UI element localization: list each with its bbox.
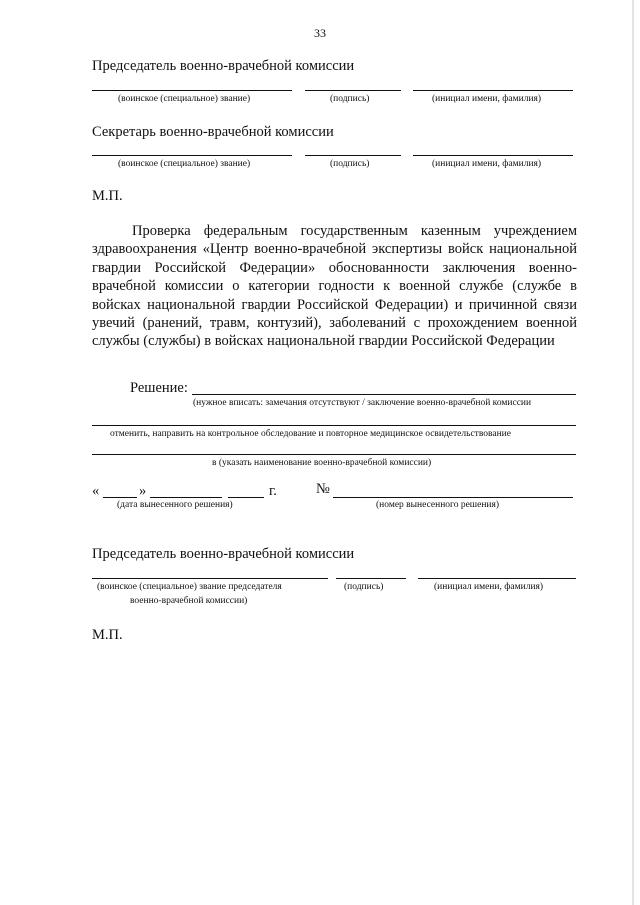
decision-number-line[interactable] [333, 497, 573, 498]
date-caption: (дата вынесенного решения) [117, 500, 233, 510]
number-caption: (номер вынесенного решения) [376, 500, 500, 510]
seal-mark-final: М.П. [92, 627, 123, 643]
decision-line-3[interactable] [92, 454, 576, 455]
chairman-signature-line[interactable] [305, 90, 401, 91]
chairman-name-line[interactable] [413, 90, 573, 91]
scan-edge [632, 0, 634, 905]
chairman-title: Председатель военно-врачебной комиссии [92, 58, 355, 74]
page-number: 33 [314, 26, 326, 40]
date-year-suffix: г. [269, 483, 277, 499]
date-month-line[interactable] [150, 497, 222, 498]
chairman-name-caption: (инициал имени, фамилия) [432, 94, 542, 104]
verification-paragraph: Проверка федеральным государственным казенным учреждением здравоохранения «Центр военно-врачебной экспертизы войск национальной гвардии Российской Федерации» обоснованности заключения военно-врачебной комиссии о категории годности к военной службе (службе в войсках национальной гвардии Российской Федерации) и причинной связи увечий (ранений, травм, контузий), заболеваний с прохождением военной службы (службы) в войсках национальной гвардии Российской Федерации [92, 223, 577, 350]
secretary-title: Секретарь военно-врачебной комиссии [92, 124, 334, 140]
decision-line-1[interactable] [192, 394, 576, 395]
final-chairman-name-caption: (инициал имени, фамилия) [434, 582, 544, 592]
date-year-line[interactable] [228, 497, 264, 498]
final-chairman-rank-caption-2: военно-врачебной комиссии) [130, 596, 248, 606]
number-sign: № [316, 481, 330, 497]
decision-label: Решение: [130, 380, 188, 396]
final-chairman-rank-line[interactable] [92, 578, 328, 579]
secretary-signature-line[interactable] [305, 155, 401, 156]
secretary-rank-caption: (воинское (специальное) звание) [118, 159, 251, 169]
decision-line-2[interactable] [92, 425, 576, 426]
secretary-name-line[interactable] [413, 155, 573, 156]
decision-hint-2: отменить, направить на контрольное обследование и повторное медицинское освидетельствование [110, 429, 511, 439]
secretary-rank-line[interactable] [92, 155, 292, 156]
final-chairman-signature-line[interactable] [336, 578, 406, 579]
chairman-rank-line[interactable] [92, 90, 292, 91]
secretary-signature-caption: (подпись) [330, 159, 370, 169]
final-chairman-title: Председатель военно-врачебной комиссии [92, 546, 355, 562]
final-chairman-signature-caption: (подпись) [344, 582, 384, 592]
secretary-name-caption: (инициал имени, фамилия) [432, 159, 542, 169]
final-chairman-rank-caption-1: (воинское (специальное) звание председателя [97, 582, 282, 592]
seal-mark: М.П. [92, 188, 123, 204]
chairman-rank-caption: (воинское (специальное) звание) [118, 94, 251, 104]
date-quote-open: « [92, 483, 100, 499]
decision-hint-1: (нужное вписать: замечания отсутствуют / заключение военно-врачебной комиссии [193, 398, 532, 408]
decision-hint-3: в (указать наименование военно-врачебной комиссии) [212, 458, 432, 468]
chairman-signature-caption: (подпись) [330, 94, 370, 104]
date-day-line[interactable] [103, 497, 137, 498]
final-chairman-name-line[interactable] [418, 578, 576, 579]
date-quote-close: » [139, 483, 147, 499]
